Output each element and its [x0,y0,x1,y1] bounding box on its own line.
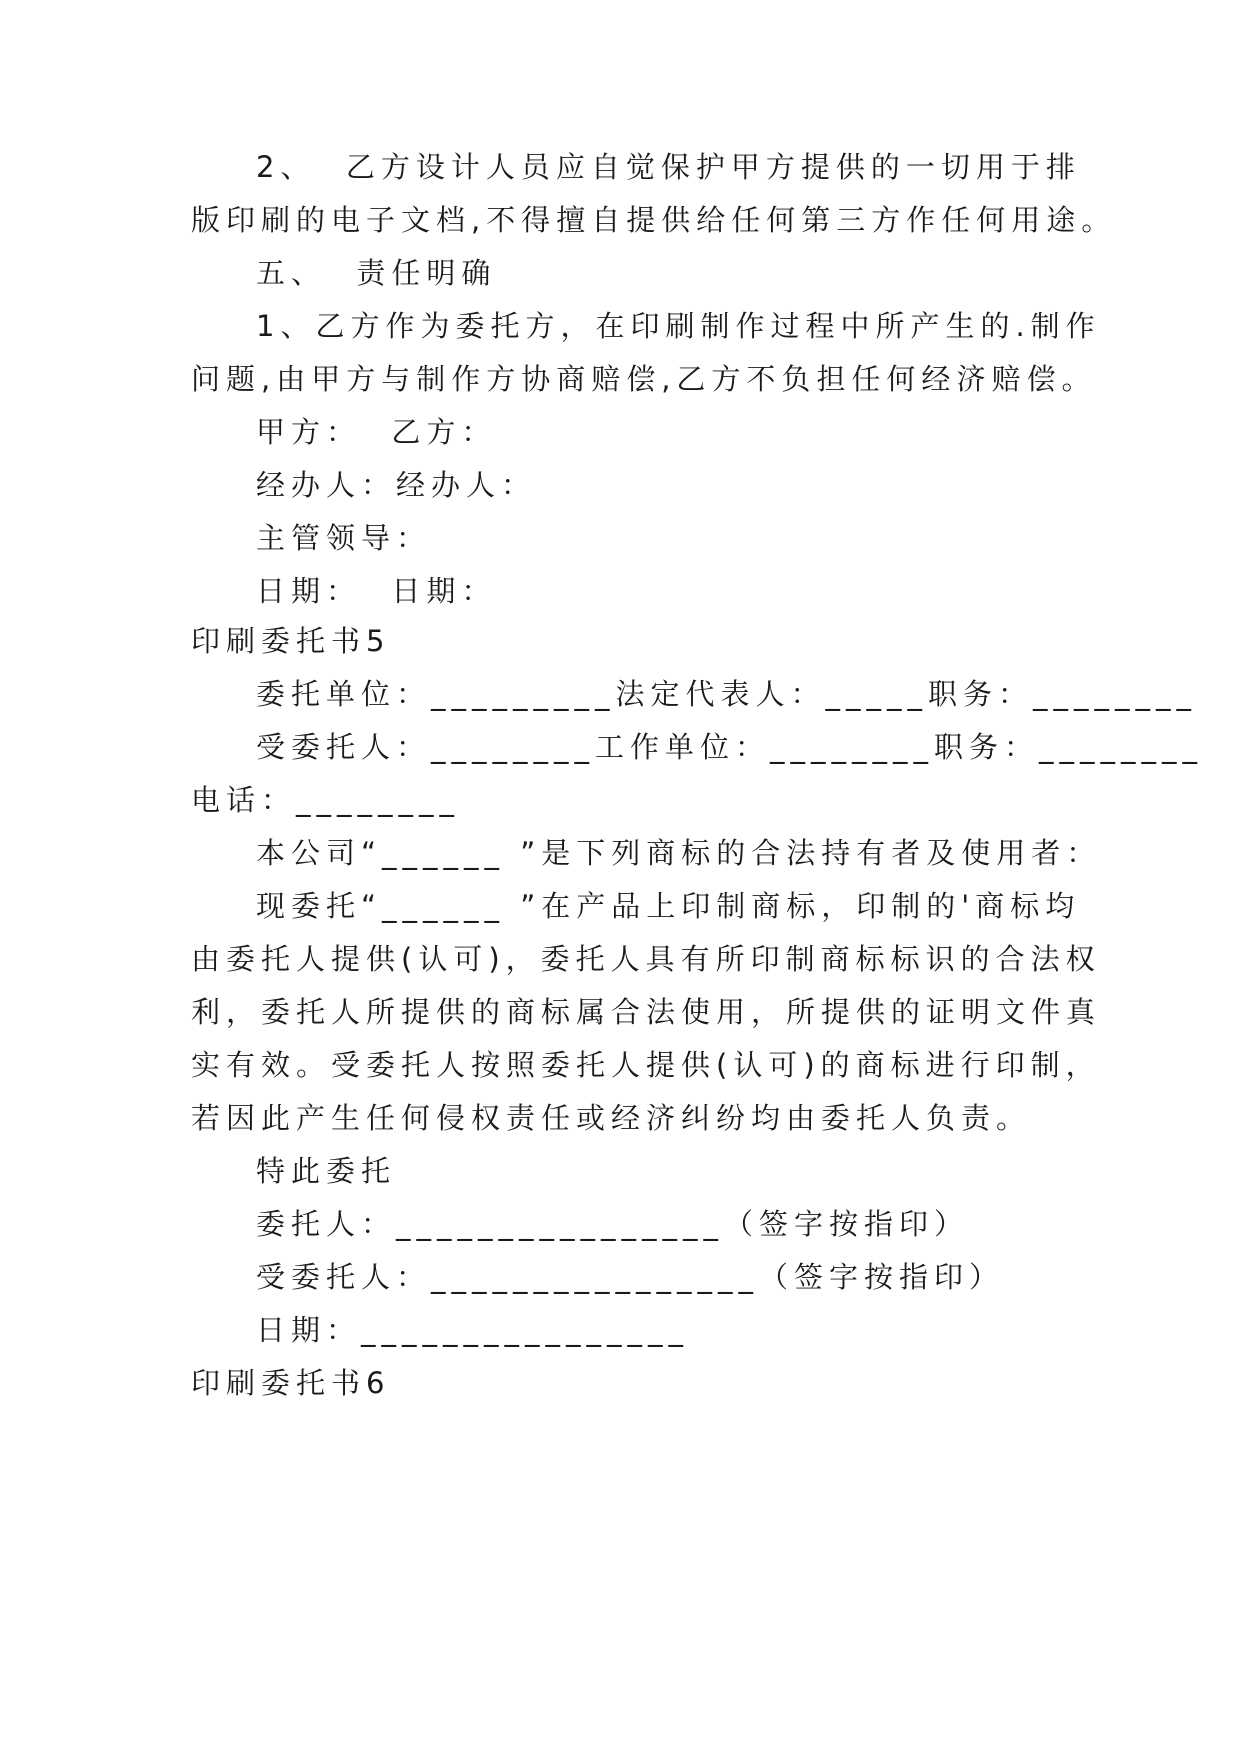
signature-dates: 日期： 日期： [256,574,497,608]
date-line: 日期：________________ [256,1313,690,1347]
agent-line: 受委托人：________工作单位：________职务：________ [256,730,1204,764]
authorization-line-5: 若因此产生任何侵权责任或经济纠纷均由委托人负责。 [191,1101,1032,1135]
hereby-entrust: 特此委托 [256,1154,397,1188]
authorization-line-3: 利，委托人所提供的商标属合法使用，所提供的证明文件真 [191,995,1102,1029]
document-title-6: 印刷委托书6 [191,1366,391,1400]
section-5-heading: 五、 责任明确 [256,256,497,290]
phone-line: 电话：________ [191,783,461,817]
clause-2-line-2: 版印刷的电子文档,不得擅自提供给任何第三方作任何用途。 [191,203,1117,237]
signature-parties: 甲方： 乙方： [256,415,497,449]
authorization-line-1: 现委托“______ ”在产品上印制商标，印制的'商标均 [256,889,1081,923]
authorization-line-2: 由委托人提供(认可)，委托人具有所印制商标标识的合法权 [191,942,1101,976]
principal-unit-line: 委托单位：_________法定代表人：_____职务：________ [256,677,1198,711]
principal-signature-line: 委托人：________________（签字按指印） [256,1207,970,1241]
clause-1-line-1: 1、乙方作为委托方，在印刷制作过程中所产生的.制作 [256,309,1101,343]
clause-1-line-2: 问题,由甲方与制作方协商赔偿,乙方不负担任何经济赔偿。 [191,362,1097,396]
trademark-holder-line: 本公司“______ ”是下列商标的合法持有者及使用者： [256,836,1102,870]
clause-2-line-1: 2、 乙方设计人员应自觉保护甲方提供的一切用于排 [256,150,1081,184]
authorization-line-4: 实有效。受委托人按照委托人提供(认可)的商标进行印制， [191,1048,1101,1082]
signature-handlers: 经办人：经办人： [256,468,537,502]
agent-signature-line: 受委托人：________________（签字按指印） [256,1260,1005,1294]
signature-supervisor: 主管领导： [256,521,432,555]
document-title-5: 印刷委托书5 [191,624,391,658]
